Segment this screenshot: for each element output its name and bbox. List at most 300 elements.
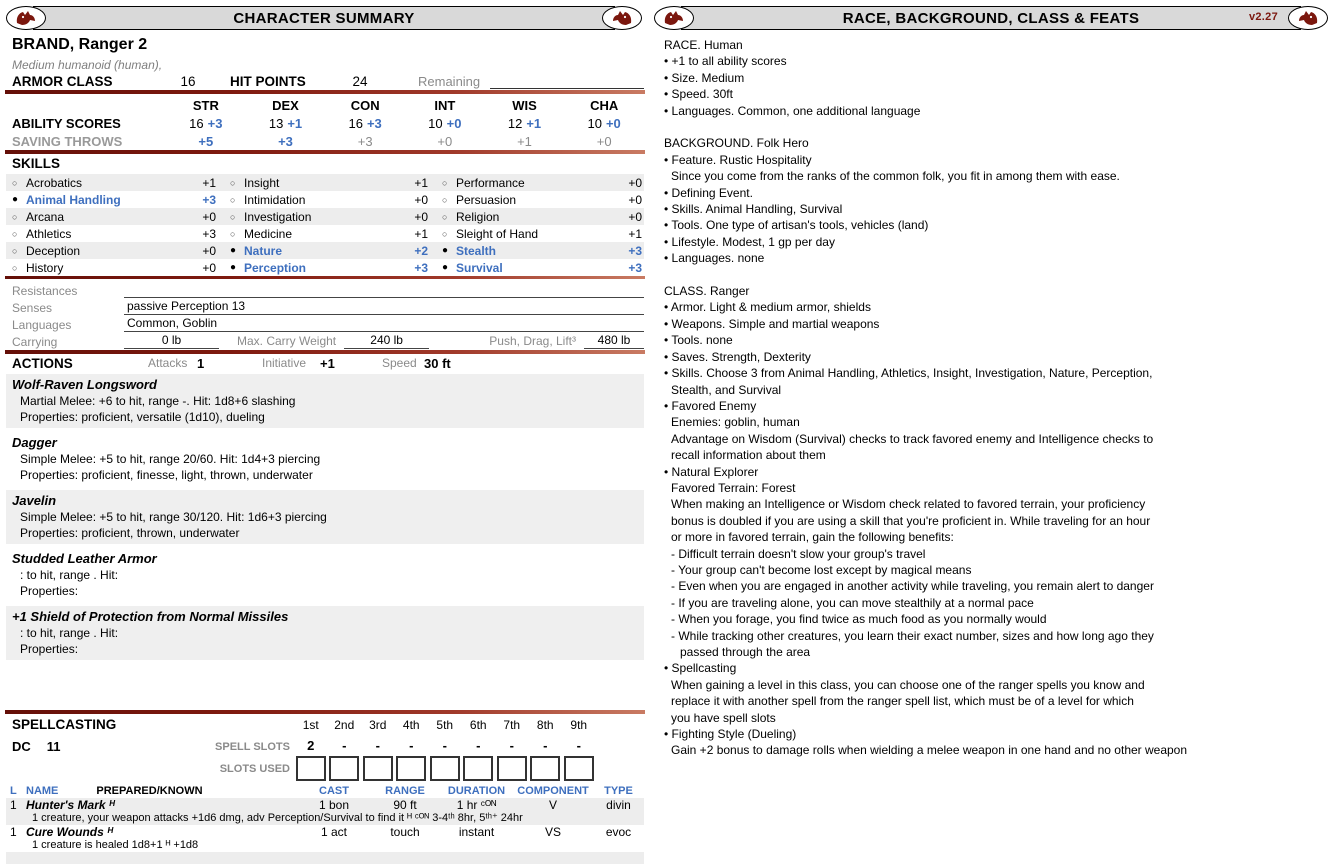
- slot-box-cell: [361, 756, 395, 781]
- ability-header-wis: WIS: [512, 97, 537, 113]
- weapon-attack-line: : to hit, range . Hit:: [20, 626, 119, 640]
- ability-modifier: +0: [446, 115, 462, 131]
- section-line: • Favored Enemy: [664, 398, 757, 413]
- open-circle-icon: ○: [442, 228, 448, 239]
- spell-range: touch: [390, 825, 420, 839]
- divider: [5, 710, 645, 714]
- wolf-head-icon: [1288, 6, 1328, 30]
- saving-throw-wis: +1: [517, 133, 532, 149]
- weapon-name: Javelin: [12, 493, 57, 508]
- weapon-name: Dagger: [12, 435, 57, 450]
- resistances-value: [124, 282, 644, 298]
- skill-performance: [432, 176, 644, 190]
- skill-value: +0: [414, 192, 428, 207]
- senses-label: Senses: [12, 301, 53, 315]
- skill-intimidation: [220, 193, 432, 207]
- section-line: or more in favored terrain, gain the following benefits:: [671, 530, 954, 545]
- initiative-label: Initiative: [262, 356, 307, 370]
- spell-type: divin: [606, 798, 631, 812]
- skill-value: +3: [628, 243, 642, 258]
- section-line: • Tools. none: [664, 333, 733, 348]
- saving-throw-int: +0: [437, 133, 453, 149]
- carrying-value: 0 lb: [124, 333, 219, 349]
- slot-used-checkbox[interactable]: [564, 756, 594, 781]
- skill-name: History: [26, 260, 64, 275]
- spell-duration: instant: [458, 825, 495, 839]
- section-line: recall information about them: [671, 448, 826, 463]
- ability-names-row: [6, 96, 644, 114]
- skill-name: Investigation: [244, 209, 312, 224]
- spell-row: [10, 798, 644, 812]
- ability-score-value: 16: [348, 115, 363, 131]
- section-line: passed through the area: [680, 645, 811, 659]
- slot-box-cell: [428, 756, 462, 781]
- section-line: When making an Intelligence or Wisdom check related to favored terrain, your proficiency: [671, 497, 1146, 512]
- col-name: [26, 785, 298, 797]
- spell-level-9th: 9th: [570, 718, 588, 732]
- saving-throws-label: SAVING THROWS: [12, 133, 123, 149]
- hp-remaining-blank-line: [490, 73, 644, 89]
- character-name: BRAND, Ranger 2: [12, 36, 148, 53]
- weapon-studded-leather-armor: [6, 548, 644, 602]
- push-drag-lift-value: 480 lb: [584, 333, 644, 349]
- section-heading: BACKGROUND. Folk Hero: [664, 136, 809, 151]
- spell-slot-count: -: [375, 738, 380, 753]
- section-line: Stealth, and Survival: [671, 382, 782, 397]
- section-line: - Your group can't become lost except by magical means: [671, 562, 972, 577]
- character-type: Medium humanoid (human),: [12, 58, 163, 72]
- spell-name: Cure Wounds ᴴ: [26, 825, 114, 839]
- section-line: Since you come from the ranks of the common folk, you fit in among them with ease.: [671, 169, 1120, 184]
- section-line: • Skills. Animal Handling, Survival: [664, 202, 843, 217]
- spell-slot-count: -: [409, 738, 414, 753]
- open-circle-icon: ○: [230, 228, 236, 239]
- section-line: Advantage on Wisdom (Survival) checks to track favored enemy and Intelligence checks to: [671, 431, 1154, 446]
- ability-modifier: +3: [207, 115, 223, 131]
- senses-row: [6, 298, 644, 315]
- filled-circle-icon: ●: [230, 262, 237, 273]
- skill-investigation: [220, 210, 432, 224]
- spell-slot-count: -: [543, 738, 548, 753]
- col-cast: CAST: [319, 785, 349, 797]
- skills-row: [6, 242, 644, 259]
- skill-value: +3: [202, 192, 216, 207]
- weapon-attack-line: Simple Melee: +5 to hit, range 20/60. Hit: 1d4+3 piercing: [20, 452, 321, 466]
- slot-used-checkbox[interactable]: [363, 756, 393, 781]
- ability-score-dex: [246, 116, 326, 131]
- slot-box-cell: [462, 756, 496, 781]
- abilities-table: [6, 96, 644, 150]
- slot-used-checkbox[interactable]: [463, 756, 493, 781]
- skill-athletics: [6, 227, 220, 241]
- section-class: [664, 283, 1326, 759]
- ability-header-dex: DEX: [272, 97, 299, 113]
- weapon-properties-line: Properties:: [20, 584, 79, 598]
- slots-used-boxes: [294, 756, 599, 781]
- spell-range: 90 ft: [393, 798, 417, 812]
- slot-box-cell: [294, 756, 328, 781]
- attacks-label: Attacks: [148, 356, 188, 370]
- spell-component: V: [548, 798, 557, 812]
- armor-class-value: 16: [180, 74, 196, 89]
- spell-level: 1: [10, 825, 17, 839]
- spell-level-7th: 7th: [503, 718, 521, 732]
- speed-value: 30 ft: [424, 356, 451, 371]
- skill-name: Stealth: [456, 243, 497, 258]
- ability-score-con: [325, 116, 405, 131]
- weapon-name: Studded Leather Armor: [12, 551, 157, 566]
- spell-slot-count: -: [509, 738, 514, 753]
- open-circle-icon: ○: [230, 177, 236, 188]
- weapon-name: Wolf-Raven Longsword: [12, 377, 157, 392]
- section-line: • Natural Explorer: [664, 464, 759, 479]
- spell-level-5th: 5th: [436, 718, 454, 732]
- section-line: • Size. Medium: [664, 70, 745, 85]
- open-circle-icon: ○: [12, 211, 18, 222]
- section-line: - While tracking other creatures, you learn their exact number, sizes and how long ago they: [671, 628, 1154, 643]
- skill-name: Perception: [244, 260, 307, 275]
- ability-modifier: +1: [287, 115, 303, 131]
- section-line: Gain +2 bonus to damage rolls when wielding a melee weapon in one hand and no other weapon: [671, 743, 1188, 758]
- weapon-attack-line: Simple Melee: +5 to hit, range 30/120. Hit: 1d6+3 piercing: [20, 510, 327, 524]
- skill-value: +3: [414, 260, 428, 275]
- section-line: - When you forage, you find twice as much food as you normally would: [671, 612, 1047, 627]
- spell-dc: [12, 739, 61, 754]
- spell-cast: 1 bon: [318, 798, 350, 812]
- spell-cast: 1 act: [320, 825, 347, 839]
- skill-value: +0: [202, 260, 216, 275]
- spell-table-header: [6, 785, 644, 797]
- skill-medicine: [220, 227, 432, 241]
- left-header-bar: [6, 6, 642, 30]
- col-prepared-label: PREPARED/KNOWN: [96, 785, 203, 797]
- skills-row: [6, 225, 644, 242]
- skill-name: Medicine: [244, 226, 293, 241]
- open-circle-icon: ○: [12, 177, 18, 188]
- skills-row: [6, 174, 644, 191]
- spell-hunter-s-mark: [6, 798, 644, 825]
- section-heading: RACE. Human: [664, 38, 743, 52]
- open-circle-icon: ○: [12, 262, 18, 273]
- spell-description: 1 creature, your weapon attacks +1d6 dmg, adv Perception/Survival to find it ᴴ ᶜᴼᴺ 3-4ᵗʰ 8hr, 5ᵗʰ⁺ 24hr: [32, 812, 523, 824]
- divider: [5, 276, 645, 279]
- ability-modifier: +0: [605, 115, 621, 131]
- hit-points-label: HIT POINTS: [230, 74, 306, 89]
- actions-title: ACTIONS: [12, 356, 73, 371]
- skill-name: Deception: [26, 243, 81, 258]
- skill-value: +0: [628, 209, 642, 224]
- wolf-head-icon: [6, 6, 46, 30]
- max-carry-label: Max. Carry Weight: [237, 334, 337, 348]
- spell-component: VS: [544, 825, 561, 839]
- skill-value: +1: [202, 175, 216, 190]
- slot-used-checkbox[interactable]: [530, 756, 560, 781]
- ability-header-con: CON: [350, 97, 380, 113]
- wolf-head-icon: [602, 6, 642, 30]
- saving-throw-con: +3: [357, 133, 373, 149]
- saving-throws: [166, 134, 644, 149]
- filled-circle-icon: ●: [230, 245, 237, 256]
- section-line: • Armor. Light & medium armor, shields: [664, 300, 871, 315]
- skill-acrobatics: [6, 176, 220, 190]
- slot-box-cell: [395, 756, 429, 781]
- ability-header-cha: CHA: [590, 97, 619, 113]
- spell-level: 1: [10, 798, 17, 812]
- skill-sleight-of-hand: [432, 227, 644, 241]
- slot-box-cell: [562, 756, 596, 781]
- open-circle-icon: ○: [230, 194, 236, 205]
- skill-value: +0: [202, 243, 216, 258]
- skill-value: +1: [628, 226, 642, 241]
- saving-throw-str: +5: [198, 133, 214, 149]
- left-panel-title: CHARACTER SUMMARY: [233, 9, 415, 27]
- slot-used-checkbox[interactable]: [396, 756, 426, 781]
- skill-survival: [432, 261, 644, 275]
- open-circle-icon: ○: [12, 245, 18, 256]
- spell-slot-count: -: [576, 738, 581, 753]
- skill-value: +0: [202, 209, 216, 224]
- ability-header-str: STR: [192, 97, 219, 113]
- filled-circle-icon: ●: [442, 262, 449, 273]
- weapon-wolf-raven-longsword: [6, 374, 644, 428]
- spell-slot-count: -: [442, 738, 447, 753]
- max-carry-value: 240 lb: [344, 333, 429, 349]
- skill-name: Animal Handling: [26, 192, 121, 207]
- skills-row: [6, 208, 644, 225]
- slot-box-cell: [529, 756, 563, 781]
- weapon-properties-line: Properties:: [20, 642, 79, 656]
- section-line: When gaining a level in this class, you can choose one of the ranger spells you know and: [671, 677, 1145, 692]
- spell-slot-values: [294, 738, 599, 753]
- ability-score-value: 10: [587, 115, 602, 131]
- languages-label: Languages: [12, 318, 72, 332]
- skill-value: +3: [628, 260, 642, 275]
- panel-character-summary: [0, 0, 648, 865]
- slot-box-cell: [495, 756, 529, 781]
- ability-score-str: [166, 116, 246, 131]
- section-line: • Fighting Style (Dueling): [664, 727, 797, 742]
- skill-nature: [220, 244, 432, 258]
- spell-name: Hunter's Mark ᴴ: [26, 798, 115, 812]
- spell-level-1st: 1st: [302, 718, 319, 732]
- col-component: COMPONENT: [517, 785, 589, 797]
- saving-throw-cha: +0: [596, 133, 612, 149]
- spell-row: [10, 825, 644, 839]
- open-circle-icon: ○: [12, 228, 18, 239]
- right-header-title-bar: [681, 6, 1301, 30]
- hp-remaining-label: Remaining: [418, 74, 481, 89]
- skill-history: [6, 261, 220, 275]
- slot-used-checkbox[interactable]: [296, 756, 326, 781]
- section-line: • Weapons. Simple and martial weapons: [664, 316, 880, 331]
- skill-name: Sleight of Hand: [456, 226, 539, 241]
- divider: [5, 90, 645, 94]
- skill-perception: [220, 261, 432, 275]
- ability-score-int: [405, 116, 485, 131]
- languages-value: Common, Goblin: [124, 316, 644, 332]
- weapon-name: +1 Shield of Protection from Normal Missiles: [12, 609, 289, 624]
- spell-slot-count: -: [476, 738, 481, 753]
- section-line: Favored Terrain: Forest: [671, 480, 796, 495]
- spell-slots-label: SPELL SLOTS: [215, 741, 290, 753]
- senses-value: passive Perception 13: [124, 299, 644, 315]
- skills-row: [6, 191, 644, 208]
- spell-level-3rd: 3rd: [369, 718, 387, 732]
- section-line: - Difficult terrain doesn't slow your group's travel: [671, 546, 926, 561]
- skill-name: Persuasion: [456, 192, 517, 207]
- saving-throws-row: [6, 132, 644, 150]
- spellcasting-title: SPELLCASTING: [12, 717, 117, 732]
- section-line: • Saves. Strength, Dexterity: [664, 349, 811, 364]
- spellcasting-section: [0, 710, 648, 865]
- skill-name: Nature: [244, 243, 283, 258]
- spell-level-6th: 6th: [469, 718, 487, 732]
- col-level: L: [10, 785, 17, 797]
- ability-score-wis: [485, 116, 565, 131]
- filled-circle-icon: ●: [12, 194, 19, 205]
- ability-scores: [166, 116, 644, 131]
- ability-modifier: +1: [526, 115, 542, 131]
- col-type: TYPE: [604, 785, 633, 797]
- skill-animal-handling: [6, 193, 220, 207]
- weapon-dagger: [6, 432, 644, 486]
- skill-name: Arcana: [26, 209, 65, 224]
- section-line: • Languages. none: [664, 251, 765, 266]
- filled-circle-icon: ●: [442, 245, 449, 256]
- weapon-attack-line: : to hit, range . Hit:: [20, 568, 119, 582]
- skill-value: +1: [414, 226, 428, 241]
- open-circle-icon: ○: [442, 177, 448, 188]
- weapon-1-shield-of-protection-from-normal-missiles: [6, 606, 644, 660]
- initiative-value: +1: [320, 356, 335, 371]
- skill-name: Athletics: [26, 226, 72, 241]
- skills-title: SKILLS: [12, 156, 61, 171]
- slot-box-cell: [328, 756, 362, 781]
- spell-cure-wounds: [6, 825, 644, 852]
- open-circle-icon: ○: [442, 211, 448, 222]
- skill-name: Performance: [456, 175, 525, 190]
- ability-header-int: INT: [434, 97, 456, 113]
- weapon-properties-line: Properties: proficient, thrown, underwater: [20, 526, 240, 540]
- left-header-title-bar: [33, 6, 615, 30]
- skill-deception: [6, 244, 220, 258]
- section-line: • Feature. Rustic Hospitality: [664, 152, 812, 167]
- ability-scores-row: [6, 114, 644, 132]
- spell-level-labels: [294, 718, 599, 732]
- skill-value: +3: [202, 226, 216, 241]
- ability-scores-label: ABILITY SCORES: [12, 115, 121, 131]
- slot-used-checkbox[interactable]: [329, 756, 359, 781]
- spells-list: [6, 798, 644, 852]
- section-line: • Skills. Choose 3 from Animal Handling, Athletics, Insight, Investigation, Nature, Perception,: [664, 366, 1153, 381]
- section-line: bonus is doubled if you are using a skill that you're proficient in. While traveling for an hour: [671, 513, 1151, 528]
- skill-name: Survival: [456, 260, 503, 275]
- version-badge: v2.27: [1248, 11, 1278, 23]
- right-panel-title: RACE, BACKGROUND, CLASS & FEATS: [842, 9, 1140, 27]
- speed-label: Speed: [382, 356, 417, 370]
- skill-value: +0: [414, 209, 428, 224]
- spell-duration: 1 hr ᶜᴼᴺ: [456, 798, 497, 812]
- slot-used-checkbox[interactable]: [430, 756, 460, 781]
- weapon-properties-line: Properties: proficient, versatile (1d10), dueling: [20, 410, 265, 424]
- skill-religion: [432, 210, 644, 224]
- carrying-label: Carrying: [12, 335, 58, 349]
- right-header-bar: [654, 6, 1328, 30]
- resistances-row: [6, 281, 644, 298]
- section-line: - If you are traveling alone, you can move stealthily at a normal pace: [671, 595, 1034, 610]
- details-block: [6, 281, 644, 349]
- ability-names: [166, 98, 644, 113]
- languages-row: [6, 315, 644, 332]
- spell-description: 1 creature is healed 1d8+1 ᴴ +1d8: [32, 839, 199, 851]
- push-drag-lift-label: Push, Drag, Lift³: [489, 334, 576, 348]
- section-race: [664, 37, 1326, 119]
- section-line: • Speed. 30ft: [664, 87, 733, 102]
- skill-value: +0: [628, 192, 642, 207]
- spell-slot-count: -: [342, 738, 347, 753]
- ability-score-cha: [564, 116, 644, 131]
- weapons-list: [6, 374, 644, 664]
- spell-slot-count: 2: [307, 738, 315, 753]
- skill-value: +0: [628, 175, 642, 190]
- skill-value: +1: [414, 175, 428, 190]
- section-line: • Defining Event.: [664, 185, 753, 200]
- spell-type: evoc: [605, 825, 632, 839]
- spell-level-4th: 4th: [402, 718, 420, 732]
- ability-score-value: 13: [268, 115, 284, 131]
- section-line: • Tools. One type of artisan's tools, vehicles (land): [664, 218, 929, 233]
- section-line: • Languages. Common, one additional language: [664, 103, 921, 118]
- col-duration: DURATION: [447, 785, 506, 797]
- spell-level-2nd: 2nd: [334, 718, 355, 732]
- section-line: - Even when you are engaged in another activity while traveling, you remain alert to danger: [671, 579, 1154, 594]
- skill-name: Intimidation: [244, 192, 306, 207]
- spell-table-empty-row: [6, 852, 644, 864]
- slot-used-checkbox[interactable]: [497, 756, 527, 781]
- saving-throw-dex: +3: [278, 133, 293, 149]
- attacks-value: 1: [197, 356, 205, 371]
- weapon-javelin: [6, 490, 644, 544]
- hit-points-value: 24: [352, 74, 368, 89]
- skill-insight: [220, 176, 432, 190]
- skill-stealth: [432, 244, 644, 258]
- dc-label: DC: [12, 739, 31, 754]
- skill-persuasion: [432, 193, 644, 207]
- armor-class-label: ARMOR CLASS: [12, 74, 113, 89]
- weapon-attack-line: Martial Melee: +6 to hit, range -. Hit: 1d8+6 slashing: [20, 394, 296, 408]
- skills-grid: [6, 174, 644, 276]
- section-background: [664, 135, 1326, 266]
- col-name-label: NAME: [26, 785, 59, 797]
- skill-value: +2: [414, 243, 428, 258]
- col-range: RANGE: [385, 785, 425, 797]
- skill-name: Religion: [456, 209, 500, 224]
- section-line: Enemies: goblin, human: [671, 415, 800, 430]
- skills-row: [6, 259, 644, 276]
- section-line: • +1 to all ability scores: [664, 54, 787, 69]
- section-line: • Lifestyle. Modest, 1 gp per day: [664, 234, 835, 249]
- section-line: you have spell slots: [671, 710, 776, 725]
- open-circle-icon: ○: [230, 211, 236, 222]
- skill-name: Acrobatics: [26, 175, 83, 190]
- wolf-head-icon: [654, 6, 694, 30]
- slots-used-label: SLOTS USED: [219, 763, 290, 775]
- ability-modifier: +3: [366, 115, 382, 131]
- section-line: • Spellcasting: [664, 661, 737, 676]
- panel-race-background-class: [652, 0, 1332, 865]
- open-circle-icon: ○: [442, 194, 448, 205]
- divider: [5, 150, 645, 154]
